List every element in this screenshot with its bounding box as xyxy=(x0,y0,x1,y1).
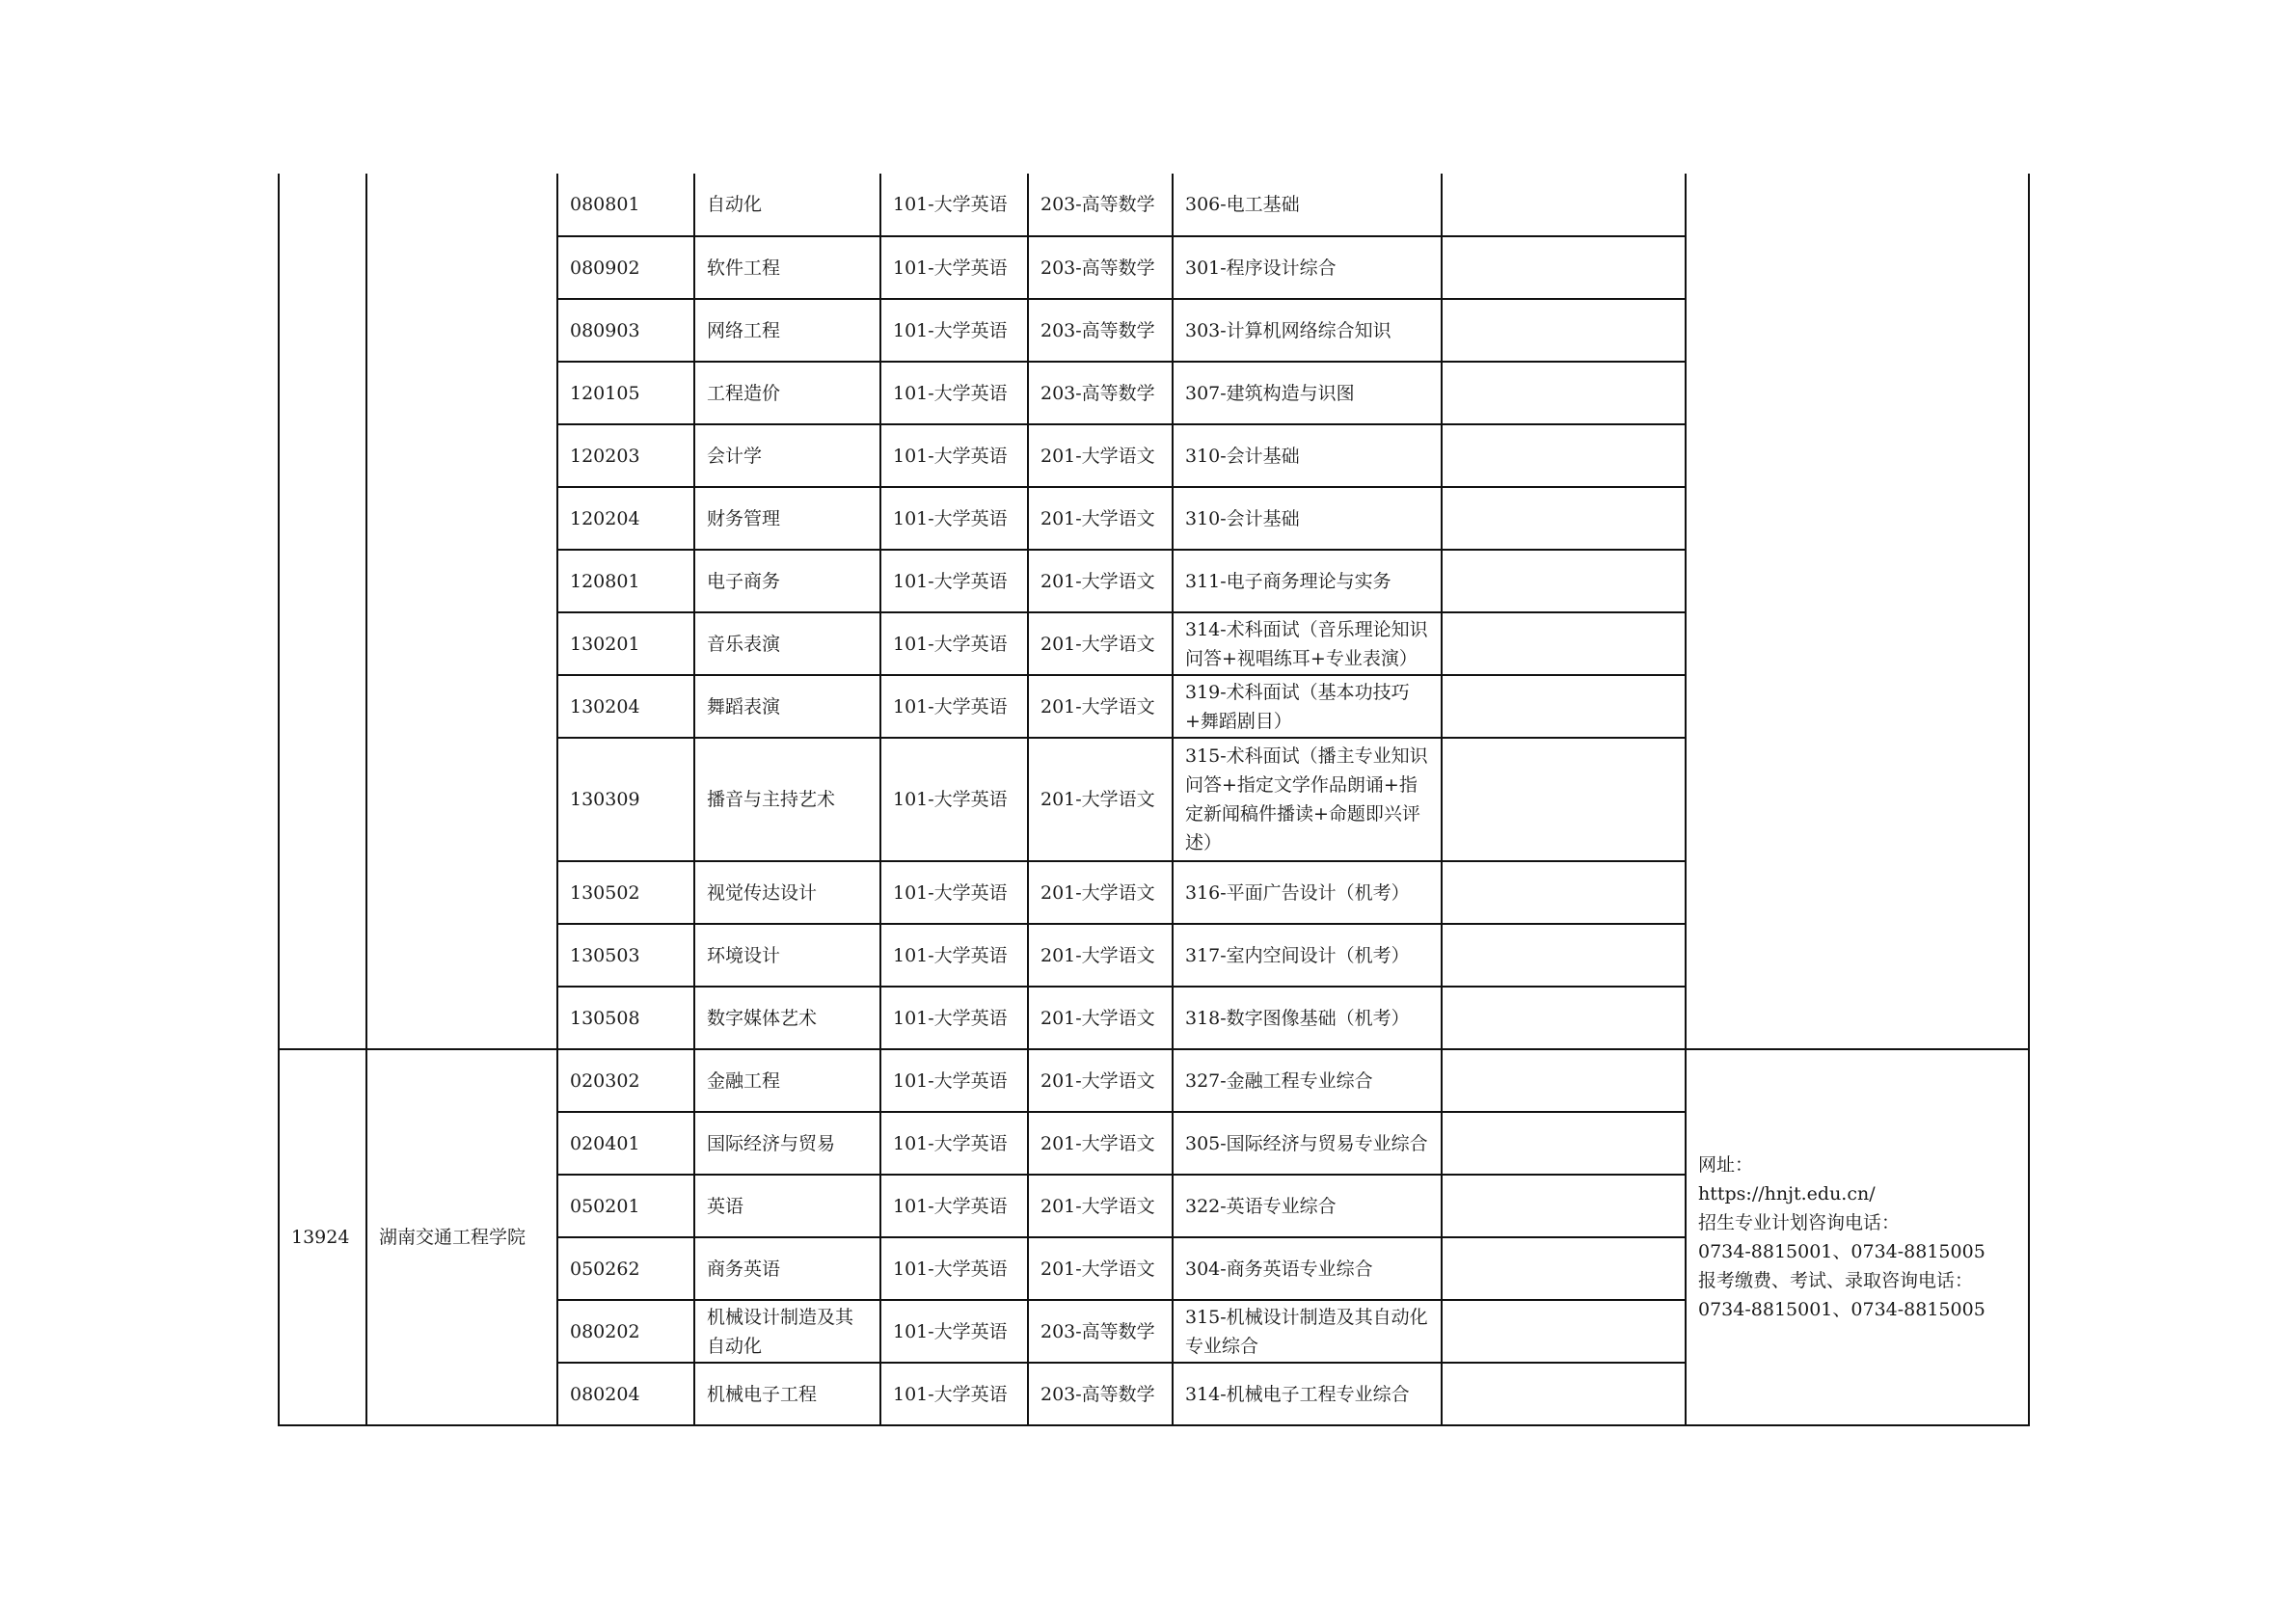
subject-2: 201-大学语文 xyxy=(1028,487,1173,550)
major-code: 130508 xyxy=(557,987,694,1049)
major-name: 国际经济与贸易 xyxy=(694,1112,880,1175)
subject-3: 318-数字图像基础（机考） xyxy=(1173,987,1442,1049)
subject-3: 314-术科面试（音乐理论知识问答+视唱练耳+专业表演） xyxy=(1173,612,1442,675)
major-code: 130309 xyxy=(557,738,694,861)
subject-2: 201-大学语文 xyxy=(1028,424,1173,487)
subject-3: 315-机械设计制造及其自动化专业综合 xyxy=(1173,1300,1442,1363)
major-code: 050262 xyxy=(557,1237,694,1300)
note-cell xyxy=(1442,1112,1686,1175)
subject-1: 101-大学英语 xyxy=(880,738,1028,861)
major-code: 130204 xyxy=(557,675,694,738)
subject-1: 101-大学英语 xyxy=(880,1049,1028,1112)
major-code: 130503 xyxy=(557,924,694,987)
subject-2: 201-大学语文 xyxy=(1028,612,1173,675)
major-name: 机械设计制造及其自动化 xyxy=(694,1300,880,1363)
contact-cell-prev xyxy=(1686,174,2029,1049)
subject-2: 201-大学语文 xyxy=(1028,861,1173,924)
major-code: 080202 xyxy=(557,1300,694,1363)
subject-3: 316-平面广告设计（机考） xyxy=(1173,861,1442,924)
major-name: 软件工程 xyxy=(694,236,880,299)
fee-phone-numbers: 0734-8815001、0734-8815005 xyxy=(1698,1299,1985,1320)
subject-3: 304-商务英语专业综合 xyxy=(1173,1237,1442,1300)
note-cell xyxy=(1442,738,1686,861)
major-code: 080903 xyxy=(557,299,694,362)
subject-3: 303-计算机网络综合知识 xyxy=(1173,299,1442,362)
note-cell xyxy=(1442,299,1686,362)
major-name: 机械电子工程 xyxy=(694,1363,880,1425)
major-name: 电子商务 xyxy=(694,550,880,612)
subject-1: 101-大学英语 xyxy=(880,612,1028,675)
note-cell xyxy=(1442,550,1686,612)
note-cell xyxy=(1442,424,1686,487)
major-code: 120801 xyxy=(557,550,694,612)
subject-1: 101-大学英语 xyxy=(880,362,1028,424)
subject-1: 101-大学英语 xyxy=(880,550,1028,612)
major-name: 会计学 xyxy=(694,424,880,487)
subject-1: 101-大学英语 xyxy=(880,1175,1028,1237)
note-cell xyxy=(1442,174,1686,236)
major-code: 120203 xyxy=(557,424,694,487)
website-label: 网址： xyxy=(1698,1154,1754,1176)
subject-2: 203-高等数学 xyxy=(1028,174,1173,236)
document-page xyxy=(278,174,2028,1422)
subject-2: 203-高等数学 xyxy=(1028,362,1173,424)
subject-2: 201-大学语文 xyxy=(1028,1049,1173,1112)
subject-3: 319-术科面试（基本功技巧+舞蹈剧目） xyxy=(1173,675,1442,738)
school-code-cell-prev xyxy=(279,174,366,1049)
major-name: 数字媒体艺术 xyxy=(694,987,880,1049)
major-code: 080801 xyxy=(557,174,694,236)
subject-1: 101-大学英语 xyxy=(880,1112,1028,1175)
major-code: 020401 xyxy=(557,1112,694,1175)
major-name: 视觉传达设计 xyxy=(694,861,880,924)
note-cell xyxy=(1442,1049,1686,1112)
note-cell xyxy=(1442,1363,1686,1425)
table-body xyxy=(279,174,2029,1425)
major-name: 工程造价 xyxy=(694,362,880,424)
major-name: 环境设计 xyxy=(694,924,880,987)
note-cell xyxy=(1442,1300,1686,1363)
plan-phone-numbers: 0734-8815001、0734-8815005 xyxy=(1698,1241,1985,1262)
major-name: 金融工程 xyxy=(694,1049,880,1112)
note-cell xyxy=(1442,861,1686,924)
school-name-cell-prev xyxy=(366,174,557,1049)
subject-2: 201-大学语文 xyxy=(1028,675,1173,738)
school-code-cell: 13924 xyxy=(279,1049,366,1425)
subject-2: 203-高等数学 xyxy=(1028,299,1173,362)
plan-phone-label: 招生专业计划咨询电话： xyxy=(1698,1212,1901,1233)
major-name: 舞蹈表演 xyxy=(694,675,880,738)
note-cell xyxy=(1442,487,1686,550)
subject-3: 317-室内空间设计（机考） xyxy=(1173,924,1442,987)
subject-2: 201-大学语文 xyxy=(1028,924,1173,987)
note-cell xyxy=(1442,1175,1686,1237)
note-cell xyxy=(1442,362,1686,424)
major-code: 130502 xyxy=(557,861,694,924)
major-name: 财务管理 xyxy=(694,487,880,550)
major-name: 播音与主持艺术 xyxy=(694,738,880,861)
note-cell xyxy=(1442,236,1686,299)
subject-1: 101-大学英语 xyxy=(880,861,1028,924)
subject-1: 101-大学英语 xyxy=(880,174,1028,236)
subject-3: 327-金融工程专业综合 xyxy=(1173,1049,1442,1112)
subject-1: 101-大学英语 xyxy=(880,1237,1028,1300)
subject-3: 314-机械电子工程专业综合 xyxy=(1173,1363,1442,1425)
school-name-cell: 湖南交通工程学院 xyxy=(366,1049,557,1425)
subject-2: 203-高等数学 xyxy=(1028,1363,1173,1425)
note-cell xyxy=(1442,675,1686,738)
fee-phone-label: 报考缴费、考试、录取咨询电话： xyxy=(1698,1270,1974,1291)
contact-cell xyxy=(1686,1049,2029,1425)
subject-2: 201-大学语文 xyxy=(1028,1175,1173,1237)
admission-table xyxy=(278,174,2030,1426)
subject-3: 315-术科面试（播主专业知识问答+指定文学作品朗诵+指定新闻稿件播读+命题即兴评述） xyxy=(1173,738,1442,861)
note-cell xyxy=(1442,612,1686,675)
subject-1: 101-大学英语 xyxy=(880,675,1028,738)
major-code: 130201 xyxy=(557,612,694,675)
major-code: 080204 xyxy=(557,1363,694,1425)
subject-3: 307-建筑构造与识图 xyxy=(1173,362,1442,424)
subject-1: 101-大学英语 xyxy=(880,924,1028,987)
subject-2: 203-高等数学 xyxy=(1028,1300,1173,1363)
subject-3: 310-会计基础 xyxy=(1173,424,1442,487)
major-name: 音乐表演 xyxy=(694,612,880,675)
website-link[interactable]: https://hnjt.edu.cn/ xyxy=(1698,1183,1876,1204)
subject-1: 101-大学英语 xyxy=(880,987,1028,1049)
table-row xyxy=(279,1049,2029,1112)
subject-3: 301-程序设计综合 xyxy=(1173,236,1442,299)
subject-1: 101-大学英语 xyxy=(880,236,1028,299)
note-cell xyxy=(1442,987,1686,1049)
note-cell xyxy=(1442,924,1686,987)
subject-3: 311-电子商务理论与实务 xyxy=(1173,550,1442,612)
subject-1: 101-大学英语 xyxy=(880,1300,1028,1363)
table-row xyxy=(279,174,2029,236)
subject-1: 101-大学英语 xyxy=(880,299,1028,362)
subject-3: 322-英语专业综合 xyxy=(1173,1175,1442,1237)
major-code: 080902 xyxy=(557,236,694,299)
major-code: 120105 xyxy=(557,362,694,424)
subject-1: 101-大学英语 xyxy=(880,424,1028,487)
subject-2: 201-大学语文 xyxy=(1028,987,1173,1049)
subject-2: 201-大学语文 xyxy=(1028,1112,1173,1175)
major-name: 商务英语 xyxy=(694,1237,880,1300)
subject-2: 203-高等数学 xyxy=(1028,236,1173,299)
subject-3: 306-电工基础 xyxy=(1173,174,1442,236)
subject-2: 201-大学语文 xyxy=(1028,738,1173,861)
subject-3: 310-会计基础 xyxy=(1173,487,1442,550)
subject-2: 201-大学语文 xyxy=(1028,550,1173,612)
major-name: 网络工程 xyxy=(694,299,880,362)
major-name: 自动化 xyxy=(694,174,880,236)
subject-2: 201-大学语文 xyxy=(1028,1237,1173,1300)
subject-1: 101-大学英语 xyxy=(880,1363,1028,1425)
major-code: 020302 xyxy=(557,1049,694,1112)
subject-3: 305-国际经济与贸易专业综合 xyxy=(1173,1112,1442,1175)
major-code: 120204 xyxy=(557,487,694,550)
major-code: 050201 xyxy=(557,1175,694,1237)
major-name: 英语 xyxy=(694,1175,880,1237)
subject-1: 101-大学英语 xyxy=(880,487,1028,550)
note-cell xyxy=(1442,1237,1686,1300)
